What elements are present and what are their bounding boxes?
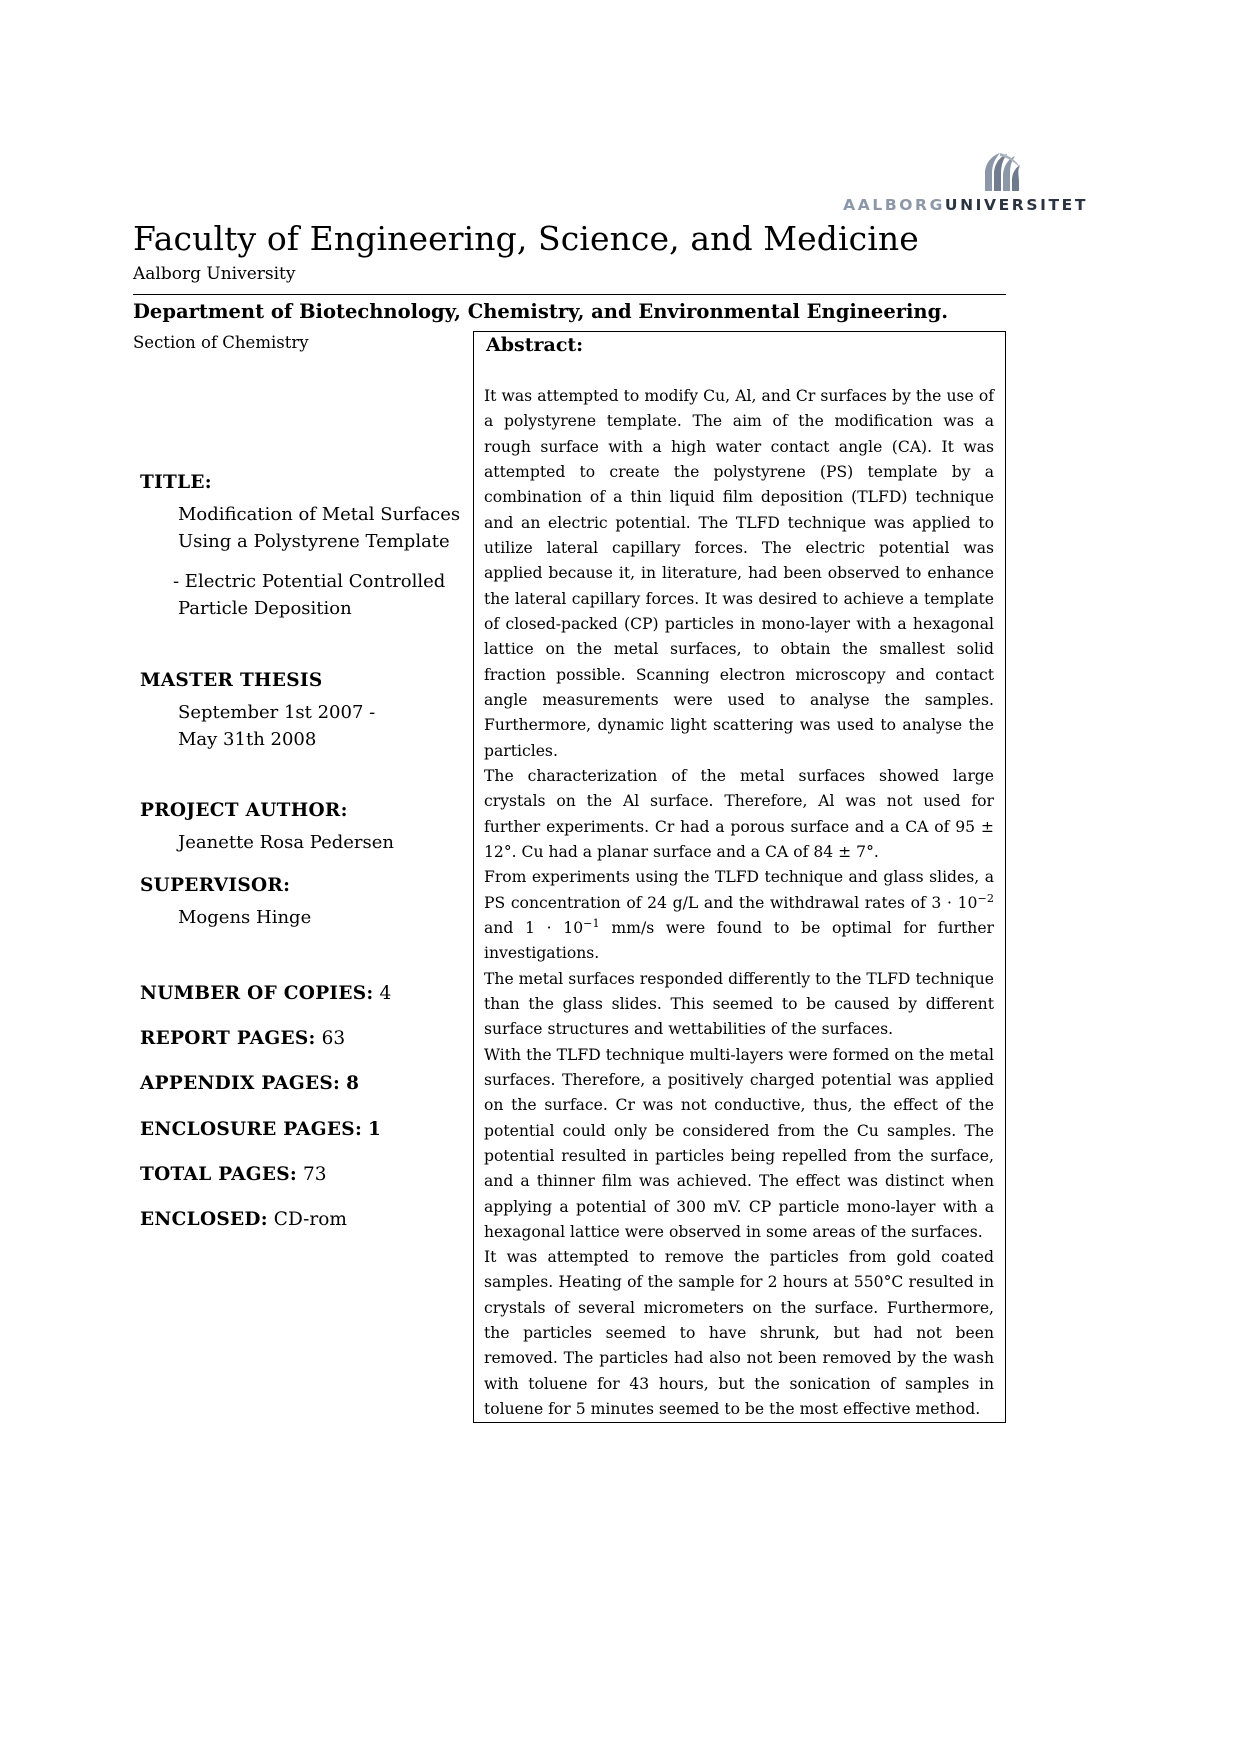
fact-enclosed [140, 1209, 480, 1230]
title-block-heading: TITLE: [140, 472, 212, 493]
fact-number-of-copies [140, 983, 480, 1004]
abstract-paragraph-6: It was attempted to remove the particles from gold coated samples. Heating of the sample for 2 hours at 550°C resulted in crystals of several micrometers on the surface. Furthermore, the particles seemed to have shrunk, but had not been removed. The particles had also not been removed by the wash with toluene for 43 hours, but the sonication of samples in toluene for 5 minutes seemed to be the most effective method. [484, 1248, 994, 1419]
project-author-block [140, 800, 470, 856]
university-name: Aalborg University [133, 264, 296, 284]
section-name: Section of Chemistry [133, 333, 309, 352]
abstract-paragraph-1: It was attempted to modify Cu, Al, and Cr surfaces by the use of a polystyrene template. The aim of the modification was a rough surface with a high water contact angle (CA). It was attempted to create the polystyrene (PS) template by a combination of a thin liquid film deposition (TLFD) technique and an electric potential. The TLFD technique was applied to utilize lateral capillary forces. The electric potential was applied because it, in literature, had been observed to enhance the lateral capillary forces. It was desired to achieve a template of closed-packed (CP) particles in mono-layer with a hexagonal lattice on the metal surfaces, to obtain the smallest solid fraction possible. Scanning electron microscopy and contact angle measurements were used to analyse the samples. Furthermore, dynamic light scattering was used to analyse the particles. [484, 387, 994, 760]
abstract-p2-c: 7°. [851, 842, 879, 861]
abstract-p2-pm2: ± [838, 842, 852, 861]
supervisor-block [140, 875, 470, 931]
section-name-wrapper [133, 333, 463, 352]
title-block [140, 472, 470, 622]
page-title: Faculty of Engineering, Science, and Medicine [133, 219, 919, 258]
fact-label: ENCLOSURE PAGES: [140, 1119, 363, 1140]
abstract-p3-c: mm/s were found to be optimal for further investigations. [484, 918, 995, 963]
master-thesis-block [140, 670, 470, 754]
abstract-heading: Abstract: [486, 334, 584, 356]
fact-appendix-pages [140, 1073, 480, 1094]
thesis-period-end: May 31th 2008 [178, 729, 317, 751]
fact-value: 73 [302, 1164, 327, 1185]
fact-label: TOTAL PAGES: [140, 1164, 298, 1185]
master-thesis-heading: MASTER THESIS [140, 670, 323, 691]
fact-value: CD-rom [273, 1209, 347, 1230]
thesis-subtitle-line-1: - Electric Potential Controlled [173, 570, 446, 592]
abstract-p2-a: The characterization of the metal surfaces showed large crystals on the Al surface. Therefore, Al was not used for further experiments. Cr had a porous surface and a CA of 95 [484, 766, 994, 836]
thesis-title-line-2: Using a Polystyrene Template [178, 531, 450, 553]
aalborg-university-waves-mark [979, 152, 1025, 192]
aalborg-university-logo [828, 152, 1088, 214]
fact-value: 63 [321, 1028, 346, 1049]
supervisor-name: Mogens Hinge [178, 907, 312, 928]
logo-wordmark-aalborg: AALBORG [843, 196, 945, 214]
thesis-period-start: September 1st 2007 - [178, 702, 376, 723]
fact-total-pages [140, 1164, 480, 1185]
project-author-heading: PROJECT AUTHOR: [140, 800, 348, 821]
abstract-paragraph-2 [484, 764, 994, 865]
fact-label: REPORT PAGES: [140, 1028, 316, 1049]
abstract-p3-b: and 1 · 10 [484, 918, 584, 937]
abstract-p2-pm1: ± [980, 817, 994, 836]
logo-wordmark [828, 196, 1088, 214]
thesis-subtitle-line-2: Particle Deposition [178, 598, 352, 620]
fact-value: 4 [379, 983, 392, 1004]
supervisor-heading: SUPERVISOR: [140, 875, 291, 896]
abstract-body [484, 384, 994, 1422]
logo-wordmark-universitet: UNIVERSITET [944, 196, 1088, 214]
abstract-paragraph-5: With the TLFD technique multi-layers were formed on the metal surfaces. Therefore, a positively charged potential was applied on the surface. Cr was not conductive, thus, the effect of the potential could only be considered from the Cu samples. The potential resulted in particles being repelled from the surface, and a thinner film was achieved. The effect was distinct when applying a potential of 300 mV. CP particle mono-layer with a hexagonal lattice were observed in some areas of the surfaces. [484, 1045, 994, 1241]
thesis-title-line-1: Modification of Metal Surfaces [178, 504, 461, 525]
project-author-name: Jeanette Rosa Pedersen [178, 832, 394, 853]
fact-value: 1 [367, 1119, 381, 1140]
fact-value: 8 [346, 1073, 359, 1094]
fact-enclosure-pages [140, 1119, 480, 1140]
abstract-p2-b: 12°. Cu had a planar surface and a CA of 84 [484, 842, 839, 861]
abstract-p3-exponent-1: −2 [977, 891, 994, 905]
abstract-p3-exponent-2: −1 [583, 916, 600, 930]
abstract-paragraph-3 [484, 865, 994, 966]
abstract-p3-a: From experiments using the TLFD technique and glass slides, a PS concentration of 24 g/L and the withdrawal rates of 3 · 10 [484, 868, 994, 912]
fact-label: ENCLOSED: [140, 1209, 268, 1230]
fact-report-pages [140, 1028, 480, 1049]
abstract-paragraph-4: The metal surfaces responded differently to the TLFD technique than the glass slides. This seemed to be caused by different surface structures and wettabilities of the surfaces. [484, 969, 994, 1039]
fact-label: APPENDIX PAGES: [140, 1073, 341, 1094]
department-name: Department of Biotechnology, Chemistry, and Environmental Engineering. [133, 300, 949, 323]
fact-label: NUMBER OF COPIES: [140, 983, 374, 1004]
header-divider [133, 294, 1006, 295]
